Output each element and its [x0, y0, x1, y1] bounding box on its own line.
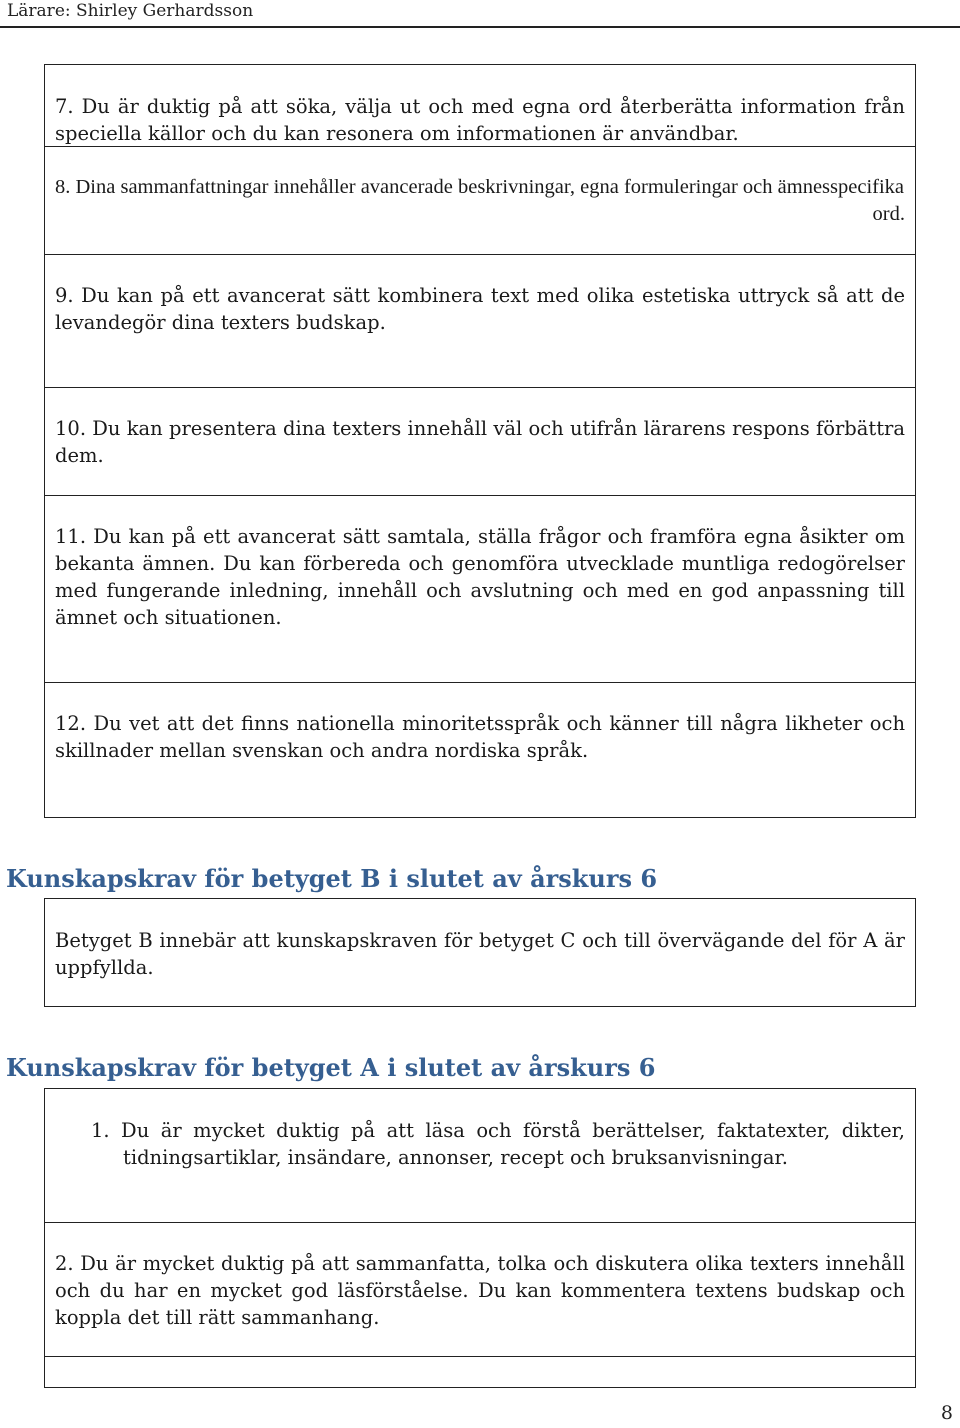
criteria-text-10: 10. Du kan presentera dina texters innehåll väl och utifrån lärarens respons förbättra dem. — [55, 417, 905, 467]
criteria-cell-b — [45, 899, 915, 1006]
criteria-text-7: 7. Du är duktig på att söka, välja ut och med egna ord återberätta information från speciella källor och du kan resonera om informationen är användbar. — [55, 95, 905, 145]
criteria-cell-10 — [45, 388, 915, 496]
header-teacher: Lärare: Shirley Gerhardsson — [7, 1, 254, 21]
criteria-text-8 — [55, 174, 905, 225]
criteria-cell-a2 — [45, 1223, 915, 1357]
criteria-table-b — [44, 898, 916, 1007]
header-rule — [0, 26, 960, 28]
criteria-cell-7 — [45, 65, 915, 147]
criteria-cell-a1 — [45, 1089, 915, 1223]
criteria-text-a1: 1. Du är mycket duktig på att läsa och förstå berättelser, faktatexter, dikter, tidningsartiklar, insändare, annonser, recept och bruksanvisningar. — [91, 1119, 905, 1169]
criteria-table-c — [44, 64, 916, 818]
criteria-text-12: 12. Du vet att det finns nationella minoritetsspråk och känner till några likheter och skillnader mellan svenskan och andra nordiska språk. — [55, 712, 905, 762]
section-heading-b: Kunskapskrav för betyget B i slutet av årskurs 6 — [6, 864, 658, 893]
criteria-text-8-main: 8. Dina sammanfattningar innehåller avancerade beskrivningar, egna formuleringar och ämnesspecifika — [55, 176, 905, 198]
criteria-cell-12 — [45, 683, 915, 817]
criteria-cell-8 — [45, 147, 915, 255]
criteria-cell-empty — [45, 1357, 915, 1387]
criteria-text-11: 11. Du kan på ett avancerat sätt samtala, ställa frågor och framföra egna åsikter om bekanta ämnen. Du kan förbereda och genomföra utvecklade muntliga redogörelser med fungerande inledning, innehåll och avslutning och med en god anpassning till ämnet och situationen. — [55, 525, 905, 629]
criteria-cell-9 — [45, 255, 915, 388]
criteria-cell-11 — [45, 496, 915, 683]
criteria-text-a2: 2. Du är mycket duktig på att sammanfatta, tolka och diskutera olika texters innehåll och du har en mycket god läsförståelse. Du kan kommentera textens budskap och koppla det till rätt sammanhang. — [55, 1252, 905, 1329]
criteria-text-b: Betyget B innebär att kunskapskraven för betyget C och till övervägande del för A är uppfyllda. — [55, 929, 905, 979]
criteria-text-9: 9. Du kan på ett avancerat sätt kombinera text med olika estetiska uttryck så att de levandegör dina texters budskap. — [55, 284, 905, 334]
criteria-table-a — [44, 1088, 916, 1388]
section-heading-a: Kunskapskrav för betyget A i slutet av årskurs 6 — [6, 1053, 656, 1082]
page-number: 8 — [940, 1402, 953, 1424]
criteria-text-8-end: ord. — [872, 203, 905, 225]
